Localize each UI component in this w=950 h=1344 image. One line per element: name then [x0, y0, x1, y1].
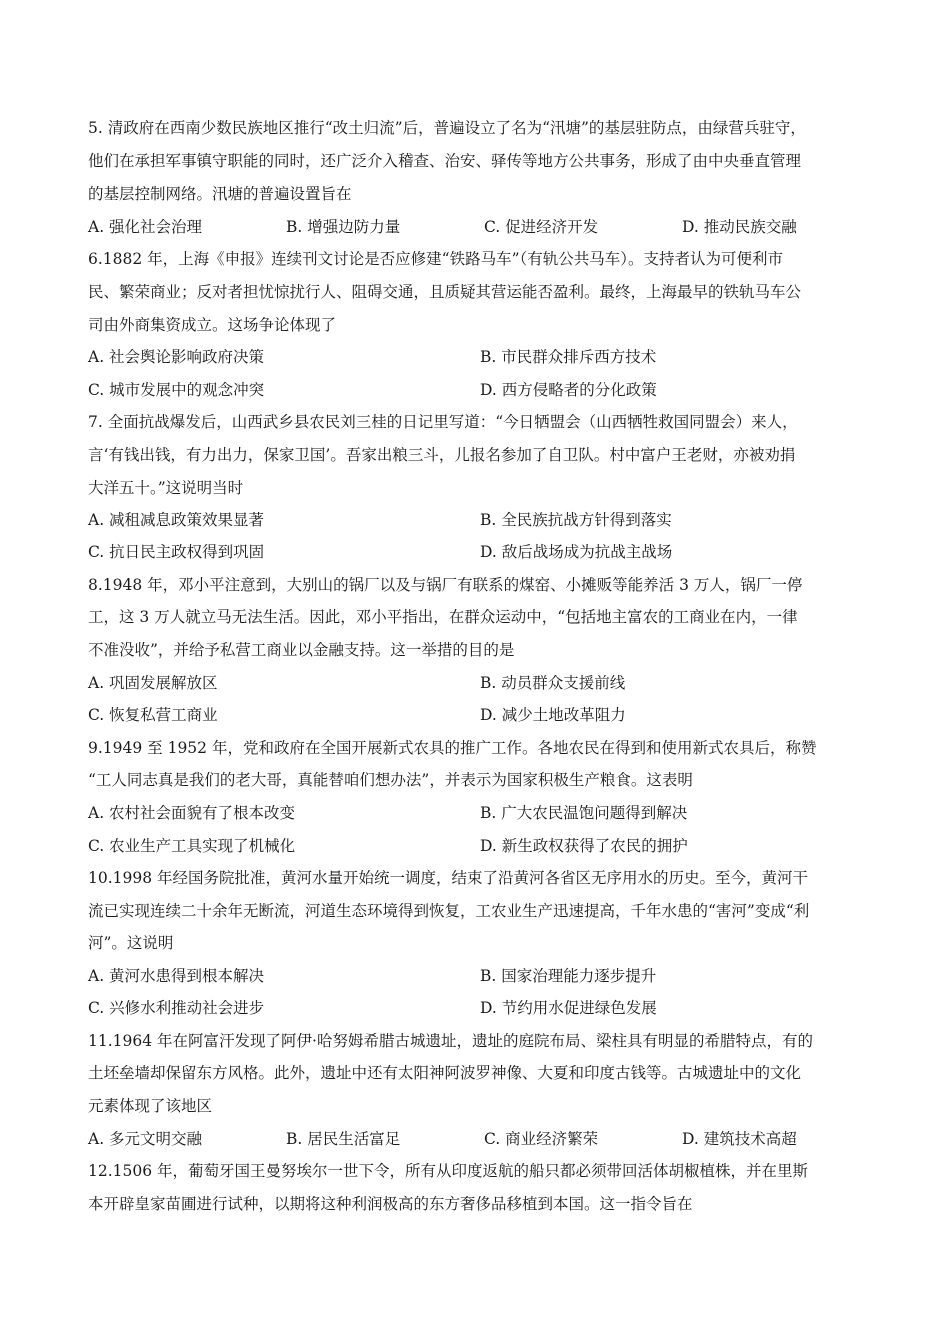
question-9-option-a[interactable]: A. 农村社会面貌有了根本改变 [88, 804, 296, 822]
question-11-option-c[interactable]: C. 商业经济繁荣 [484, 1130, 599, 1148]
question-5-option-c[interactable]: C. 促进经济开发 [484, 218, 599, 236]
question-6-option-b[interactable]: B. 市民群众排斥西方技术 [480, 348, 657, 366]
question-6-line-1: 6.1882 年，上海《申报》连续刊文讨论是否应修建“铁路马车”（有轨公共马车）。支持者认为可便利市 [88, 250, 784, 268]
question-9-option-d[interactable]: D. 新生政权获得了农民的拥护 [480, 837, 688, 855]
question-11-line-1: 11.1964 年在阿富汗发现了阿伊·哈努姆希腊古城遗址，遗址的庭院布局、梁柱具有明显的希腊特点，有的 [88, 1032, 813, 1050]
question-11-option-a[interactable]: A. 多元文明交融 [88, 1130, 203, 1148]
question-5-line-1: 5. 清政府在西南少数民族地区推行“改土归流”后，普遍设立了名为“汛塘”的基层驻防点，由绿营兵驻守， [88, 119, 806, 137]
question-8-option-a[interactable]: A. 巩固发展解放区 [88, 674, 218, 692]
question-7-line-3: 大洋五十。”这说明当时 [88, 479, 244, 497]
question-8-option-b[interactable]: B. 动员群众支援前线 [480, 674, 626, 692]
question-8-line-2: 工，这 3 万人就立马无法生活。因此，邓小平指出，在群众运动中，“包括地主富农的工商业在内，一律 [88, 608, 798, 626]
question-5-line-2: 他们在承担军事镇守职能的同时，还广泛介入稽查、治安、驿传等地方公共事务，形成了由中央垂直管理 [88, 152, 802, 170]
question-9-line-2: “工人同志真是我们的老大哥，真能替咱们想办法”，并表示为国家积极生产粮食。这表明 [88, 771, 693, 789]
question-9-option-c[interactable]: C. 农业生产工具实现了机械化 [88, 837, 296, 855]
question-5-option-a[interactable]: A. 强化社会治理 [88, 218, 203, 236]
question-11-line-2: 土坯垒墙却保留东方风格。此外，遗址中还有太阳神阿波罗神像、大夏和印度古钱等。古城遗址中的文化 [88, 1064, 802, 1082]
question-8-line-1: 8.1948 年，邓小平注意到，大别山的锅厂以及与锅厂有联系的煤窑、小摊贩等能养活 3 万人，锅厂一停 [88, 576, 803, 594]
question-6-line-3: 司由外商集资成立。这场争论体现了 [88, 316, 337, 334]
question-11-line-3: 元素体现了该地区 [88, 1097, 213, 1115]
question-8-option-c[interactable]: C. 恢复私营工商业 [88, 706, 218, 724]
question-9-line-1: 9.1949 至 1952 年，党和政府在全国开展新式农具的推广工作。各地农民在得到和使用新式农具后，称赞 [88, 739, 817, 757]
question-5-option-b[interactable]: B. 增强边防力量 [286, 218, 401, 236]
question-7-option-c[interactable]: C. 抗日民主政权得到巩固 [88, 543, 265, 561]
question-6-option-a[interactable]: A. 社会舆论影响政府决策 [88, 348, 265, 366]
question-9-option-b[interactable]: B. 广大农民温饱问题得到解决 [480, 804, 688, 822]
question-11-option-d[interactable]: D. 建筑技术高超 [682, 1130, 797, 1148]
question-7-option-b[interactable]: B. 全民族抗战方针得到落实 [480, 511, 672, 529]
question-10-option-a[interactable]: A. 黄河水患得到根本解决 [88, 967, 265, 985]
question-6-option-c[interactable]: C. 城市发展中的观念冲突 [88, 381, 265, 399]
question-6-line-2: 民、繁荣商业；反对者担忧惊扰行人、阻碍交通，且质疑其营运能否盈利。最终，上海最早的铁轨马车公 [88, 283, 802, 301]
question-10-option-d[interactable]: D. 节约用水促进绿色发展 [480, 999, 657, 1017]
question-8-option-d[interactable]: D. 减少土地改革阻力 [480, 706, 626, 724]
question-7-line-1: 7. 全面抗战爆发后，山西武乡县农民刘三桂的日记里写道：“今日牺盟会（山西牺牲救国同盟会）来人， [88, 413, 798, 431]
question-10-line-2: 流已实现连续二十余年无断流，河道生态环境得到恢复，工农业生产迅速提高，千年水患的“害河”变成“利 [88, 902, 810, 920]
question-12-line-1: 12.1506 年，葡萄牙国王曼努埃尔一世下令，所有从印度返航的船只都必须带回活体胡椒植株，并在里斯 [88, 1162, 809, 1180]
question-10-line-3: 河”。这说明 [88, 934, 174, 952]
question-12-line-2: 本开辟皇家苗圃进行试种，以期将这种利润极高的东方奢侈品移植到本国。这一指令旨在 [88, 1195, 693, 1213]
question-7-option-a[interactable]: A. 减租减息政策效果显著 [88, 511, 265, 529]
question-7-line-2: 言‘有钱出钱，有力出力，保家卫国’。吾家出粮三斗，儿报名参加了自卫队。村中富户王老财，亦被劝捐 [88, 446, 796, 464]
question-7-option-d[interactable]: D. 敌后战场成为抗战主战场 [480, 543, 673, 561]
question-10-line-1: 10.1998 年经国务院批准，黄河水量开始统一调度，结束了沿黄河各省区无序用水的历史。至今，黄河干 [88, 869, 809, 887]
question-11-option-b[interactable]: B. 居民生活富足 [286, 1130, 401, 1148]
question-10-option-b[interactable]: B. 国家治理能力逐步提升 [480, 967, 657, 985]
question-5-option-d[interactable]: D. 推动民族交融 [682, 218, 797, 236]
question-5-line-3: 的基层控制网络。汛塘的普遍设置旨在 [88, 185, 352, 203]
question-8-line-3: 不准没收”，并给予私营工商业以金融支持。这一举措的目的是 [88, 641, 515, 659]
question-10-option-c[interactable]: C. 兴修水利推动社会进步 [88, 999, 265, 1017]
question-6-option-d[interactable]: D. 西方侵略者的分化政策 [480, 381, 657, 399]
